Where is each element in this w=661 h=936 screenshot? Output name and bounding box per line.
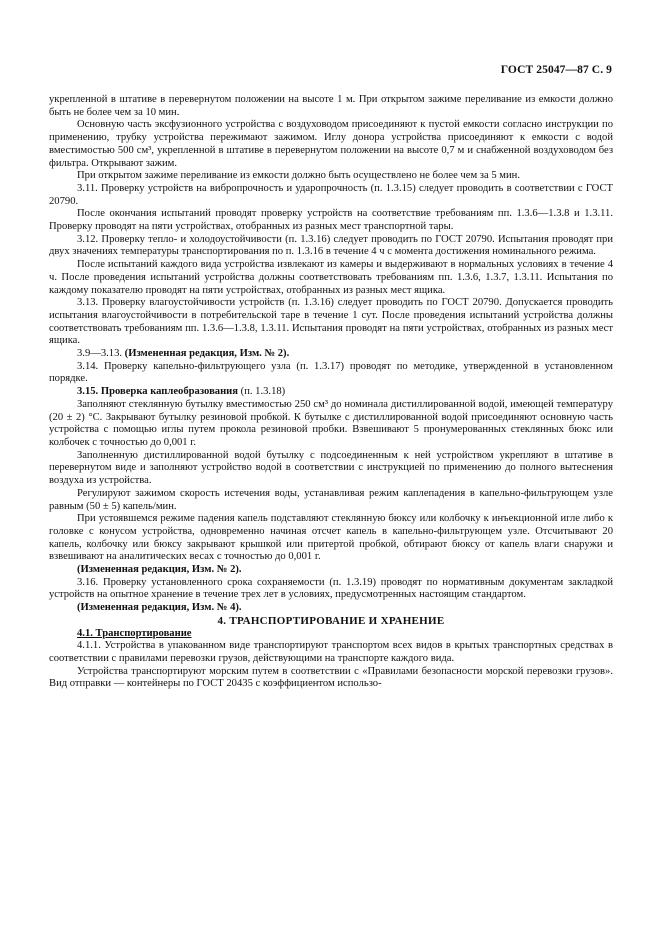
paragraph: При открытом зажиме переливание из емкости должно быть осуществлено не более чем за 5 мин. bbox=[77, 170, 520, 182]
paragraph-3-13: 3.13. Проверку влагоустойчивости устройств (п. 1.3.16) следует проводить по ГОСТ 20790. Допускается проводить испытания влагоустойчивости в потребительской таре в течение 1 сут. После проведения испытаний устройства должны соответствовать требованиям пп. 1.3.6—1.3.8, 1.3.11. Испытания проводят на пяти устройствах, отобранных из разных мест ящика. bbox=[49, 297, 613, 347]
paragraph: Регулируют зажимом скорость истечения воды, устанавливая режим каплепадения в капельно-фильтрующем узле равным (50 ± 5) капель/мин. bbox=[49, 487, 613, 512]
paragraph: После испытаний каждого вида устройства извлекают из камеры и выдерживают в нормальных условиях в течение 4 ч. После проведения испытаний устройства должны соответствовать требованиям пп. 1.3.6, 1.3.7, 1.3.11. Испытания по каждому показателю проводят на пяти устройствах, отобранных из разных мест ящика. bbox=[49, 259, 613, 296]
section-title: 4. ТРАНСПОРТИРОВАНИЕ И ХРАНЕНИЕ bbox=[217, 614, 445, 627]
edit-note-bold: (Измененная редакция, Изм. № 2). bbox=[124, 348, 290, 360]
edit-note: (Измененная редакция, Изм. № 4). bbox=[77, 602, 242, 614]
document-body bbox=[49, 94, 613, 691]
paragraph-4-1-1: 4.1.1. Устройства в упакованном виде транспортируют транспортом всех видов в крытых транспортных средствах в соответствии с правилами перевозки грузов, действующими на транспорте каждого вида. bbox=[49, 640, 613, 664]
paragraph: После окончания испытаний проводят проверку устройств на соответствие требованиям пп. 1.3.6—1.3.8 и 1.3.11. Проверку проводят на пяти устройствах, отобранных из разных мест транспортной тары. bbox=[49, 208, 613, 233]
heading-3-15-ref: (п. 1.3.18) bbox=[238, 386, 286, 398]
paragraph: укрепленной в штативе в перевернутом положении на высоте 1 м. При открытом зажиме переливание из емкости должно быть не более чем за 10 мин. bbox=[49, 94, 613, 118]
edit-note: (Измененная редакция, Изм. № 2). bbox=[77, 564, 242, 576]
paragraph: При устоявшемся режиме падения капель подставляют стеклянную бюксу или колбочку к инъекционной игле либо к головке с конусом устройства, одновременно начиная отсчет капель в капельно-фильтрующем узле. Отсчитывают 20 капель, колбочку или бюксу закрывают крышкой или притертой пробкой, обтирают бюксу от капель влаги снаружи и взвешивают на аналитических весах с точностью до 0,001 г. bbox=[49, 513, 613, 563]
paragraph-3-14: 3.14. Проверку капельно-фильтрующего узла (п. 1.3.17) проводят по методике, утвержденной в установленном порядке. bbox=[49, 360, 613, 385]
paragraph-3-11: 3.11. Проверку устройств на вибропрочность и ударопрочность (п. 1.3.15) следует проводить в соответствии с ГОСТ 20790. bbox=[49, 182, 613, 207]
paragraph: Устройства транспортируют морским путем в соответствии с «Правилами безопасности морской перевозки грузов». Вид отправки — контейнеры по ГОСТ 20435 с коэффициентом использо- bbox=[49, 665, 613, 690]
paragraph: Заполненную дистиллированной водой бутылку с подсоединенным к ней устройством укрепляют в штативе в перевернутом виде и заполняют устройство водой в соответствии с инструкцией по применению до полного вытеснения воздуха из устройства. bbox=[49, 449, 613, 487]
edit-note bbox=[49, 348, 613, 361]
subheading-text: 4.1. Транспортирование bbox=[77, 627, 192, 639]
heading-3-15: 3.15. Проверка каплеобразования bbox=[77, 386, 239, 398]
subheading-4-1 bbox=[49, 628, 613, 641]
paragraph: Основную часть эксфузионного устройства с воздуховодом присоединяют к пустой емкости согласно инструкции по применению, трубку устройства пережимают зажимом. Иглу донора устройства присоединяют к емкости с водой вместимостью 500 см³, укрепленной в штативе в перевернутом положении на высоте 0,7 м и снабженной воздуховодом без фильтра. Открывают зажим. bbox=[49, 119, 613, 169]
page-header: ГОСТ 25047—87 С. 9 bbox=[500, 64, 612, 76]
paragraph: Заполняют стеклянную бутылку вместимостью 250 см³ до номинала дистиллированной водой, имеющей температуру (20 ± 2) °С. Закрывают бутылку резиновой пробкой. К бутылке с дистиллированной водой присоединяют основную часть устройства с помощью иглы путем прокола резиновой пробки. Взвешивают 5 пронумерованных стеклянных бюкс или колбочек с точностью до 0,001 г. bbox=[49, 398, 613, 448]
paragraph-3-15-heading bbox=[49, 386, 613, 399]
edit-note-prefix: 3.9—3.13. bbox=[77, 348, 125, 360]
paragraph-3-12: 3.12. Проверку тепло- и холодоустойчивости (п. 1.3.16) следует проводить по ГОСТ 20790. Испытания проводят при двух значениях температуры транспортирования по п. 1.3.16 в течение 4 ч с момента достижения номинального режима. bbox=[49, 233, 613, 258]
paragraph-3-16: 3.16. Проверку установленного срока сохраняемости (п. 1.3.19) проводят по нормативным документам закладкой устройств на опытное хранение в течение трех лет в условиях, предусмотренных настоящим стандартом. bbox=[49, 576, 613, 601]
